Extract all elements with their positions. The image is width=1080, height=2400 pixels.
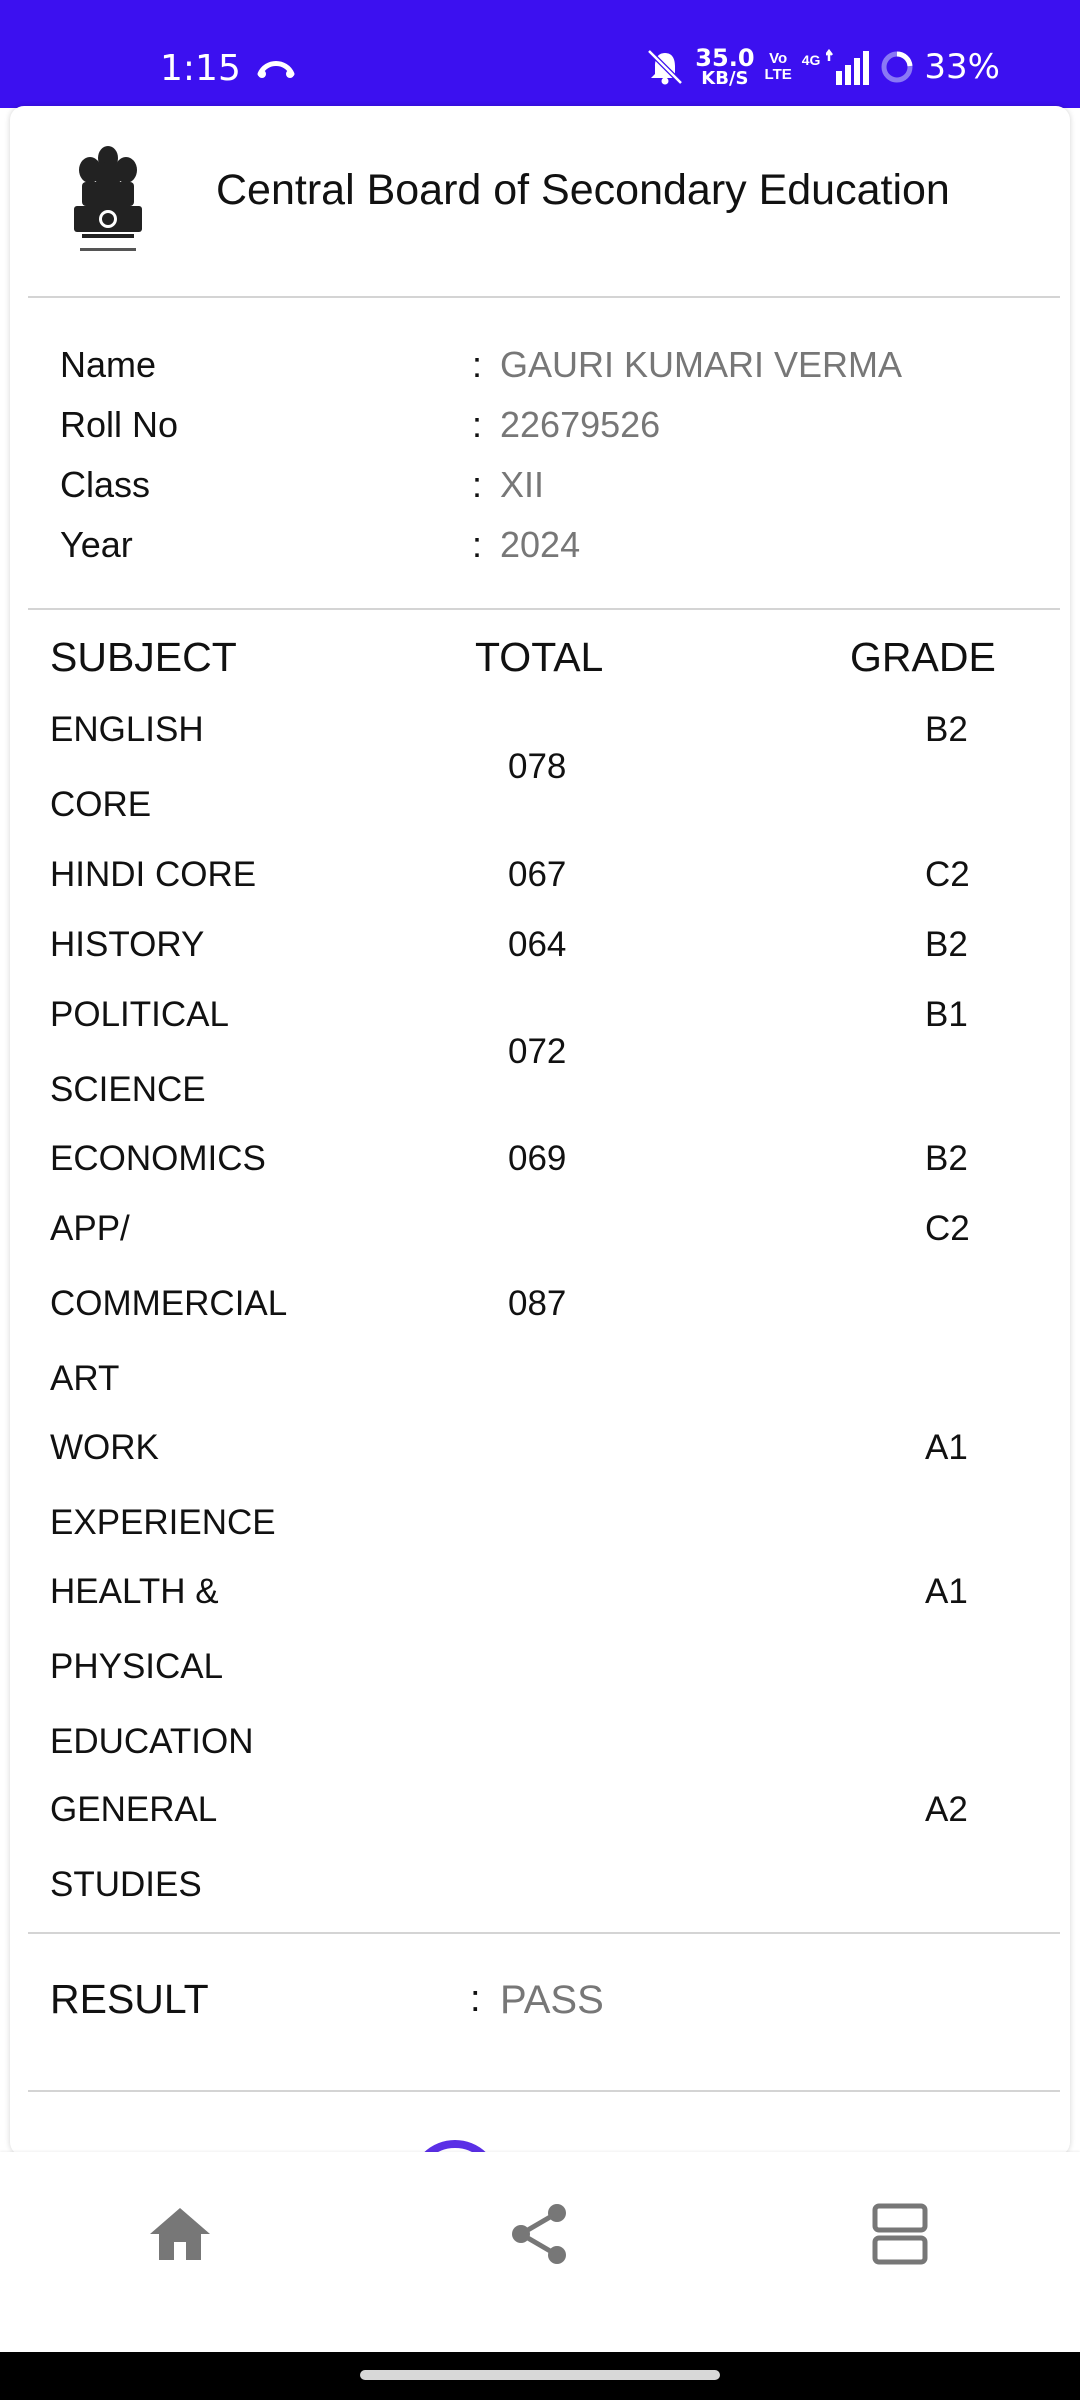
subject-line: EXPERIENCE	[50, 1503, 276, 1542]
total-cell: 067	[508, 855, 567, 894]
subject-line: STUDIES	[50, 1865, 202, 1904]
subject-line: ECONOMICS	[50, 1139, 266, 1178]
header-divider	[28, 296, 1060, 298]
gesture-handle[interactable]	[360, 2370, 720, 2380]
subject-line: ENGLISH	[50, 710, 204, 749]
status-time: 1:15	[160, 48, 241, 89]
subject-line: ART	[50, 1359, 120, 1398]
share-icon	[505, 2199, 575, 2269]
roll-no-value: 22679526	[500, 404, 661, 445]
status-bar	[0, 0, 1080, 108]
result-colon: :	[470, 1978, 481, 2020]
info-label: Name	[60, 344, 157, 385]
header-total: TOTAL	[475, 634, 604, 680]
grade-cell: C2	[925, 855, 970, 894]
info-colon: :	[472, 404, 483, 445]
subject-line: EDUCATION	[50, 1722, 254, 1761]
grade-cell: B2	[925, 1139, 968, 1178]
grade-cell: B2	[925, 710, 968, 749]
bell-muted-icon	[645, 47, 685, 87]
info-label: Roll No	[60, 404, 179, 445]
subject-line: HINDI CORE	[50, 855, 257, 894]
info-row-year	[60, 524, 1040, 574]
result-label: RESULT	[50, 1976, 209, 2022]
table-divider	[28, 1932, 1060, 1934]
total-cell: 087	[508, 1284, 567, 1323]
info-divider	[28, 608, 1060, 610]
network-speed	[695, 46, 754, 88]
info-colon: :	[472, 344, 483, 385]
subject-line: APP/	[50, 1209, 130, 1248]
total-cell: 064	[508, 925, 567, 964]
volte-indicator	[765, 51, 792, 83]
grade-cell: C2	[925, 1209, 970, 1248]
board-title: Central Board of Secondary Education	[216, 166, 950, 214]
volte-top: Vo	[769, 50, 788, 67]
signal-icon	[826, 49, 870, 85]
total-cell: 072	[508, 1032, 567, 1071]
battery-percent: 33%	[924, 47, 1000, 87]
grade-cell: B1	[925, 995, 968, 1034]
info-colon: :	[472, 464, 483, 505]
home-icon	[148, 2204, 212, 2264]
subject-line: CORE	[50, 785, 152, 824]
info-row-roll	[60, 404, 1040, 454]
result-card	[10, 106, 1070, 2156]
subject-line: POLITICAL	[50, 995, 229, 1034]
header-grade: GRADE	[850, 634, 996, 680]
info-row-name	[60, 344, 1040, 394]
year-value: 2024	[500, 524, 581, 565]
grade-cell: A2	[925, 1790, 968, 1829]
network-type: 4G	[801, 52, 821, 68]
battery-icon	[880, 50, 914, 84]
network-speed-value: 35.0	[695, 44, 755, 72]
subject-line: COMMERCIAL	[50, 1284, 288, 1323]
grade-cell: A1	[925, 1572, 968, 1611]
bottom-navigation	[0, 2152, 1080, 2352]
volte-bottom: LTE	[764, 66, 792, 83]
grade-cell: B2	[925, 925, 968, 964]
class-value: XII	[500, 464, 545, 505]
network-speed-unit: KB/S	[701, 68, 749, 89]
result-value: PASS	[500, 1978, 604, 2022]
status-icons	[645, 46, 1000, 88]
info-label: Class	[60, 464, 151, 505]
result-divider	[28, 2090, 1060, 2092]
subject-line: HEALTH &	[50, 1572, 219, 1611]
view-agenda-icon	[870, 2201, 930, 2267]
subject-line: SCIENCE	[50, 1070, 206, 1109]
grade-cell: A1	[925, 1428, 968, 1467]
info-row-class	[60, 464, 1040, 514]
subject-line: GENERAL	[50, 1790, 218, 1829]
national-emblem-icon	[60, 136, 156, 266]
header-subject: SUBJECT	[50, 634, 237, 680]
view-agenda-button[interactable]	[860, 2194, 940, 2274]
info-colon: :	[472, 524, 483, 565]
call-forward-icon	[256, 56, 296, 80]
subject-line: PHYSICAL	[50, 1647, 224, 1686]
total-cell: 069	[508, 1139, 567, 1178]
gesture-bar	[0, 2352, 1080, 2400]
total-cell: 078	[508, 747, 567, 786]
home-button[interactable]	[140, 2194, 220, 2274]
student-name-value: GAURI KUMARI VERMA	[500, 344, 903, 385]
subject-line: HISTORY	[50, 925, 205, 964]
subject-line: WORK	[50, 1428, 159, 1467]
share-button[interactable]	[500, 2194, 580, 2274]
info-label: Year	[60, 524, 133, 565]
